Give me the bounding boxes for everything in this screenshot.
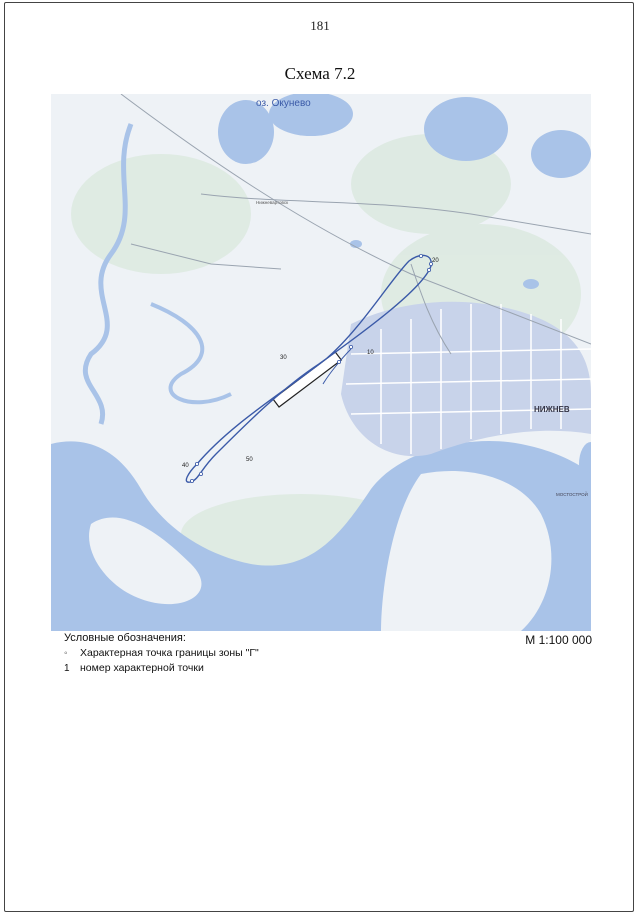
map-canvas [51,94,591,631]
legend-item-number [64,662,594,674]
page-number: 181 [310,18,330,33]
legend-item-point [64,647,594,659]
legend-item-label: Характерная точка границы зоны "Г" [80,647,259,659]
map[interactable] [51,94,591,631]
point-label-40: 40 [182,463,189,469]
point-label-20: 20 [432,258,439,264]
map-scale: М 1:100 000 [525,633,592,647]
point-label-30: 30 [280,355,287,361]
legend-item-label: номер характерной точки [80,662,204,674]
point-label-50: 50 [246,457,253,463]
lake-label: оз. Окунево [256,98,311,109]
point-label-10: 10 [367,350,374,356]
boundary-point-icon: ◦ [64,647,68,659]
district-label: МОСТОСТРОЙ [556,492,588,497]
legend-title: Условные обозначения: [64,632,186,644]
schema-title: Схема 7.2 [284,64,356,83]
legend [64,632,594,674]
city-label: НИЖНЕВ [534,405,570,414]
point-number-symbol: 1 [64,662,70,674]
road-label: Нижневартовск [256,200,289,205]
